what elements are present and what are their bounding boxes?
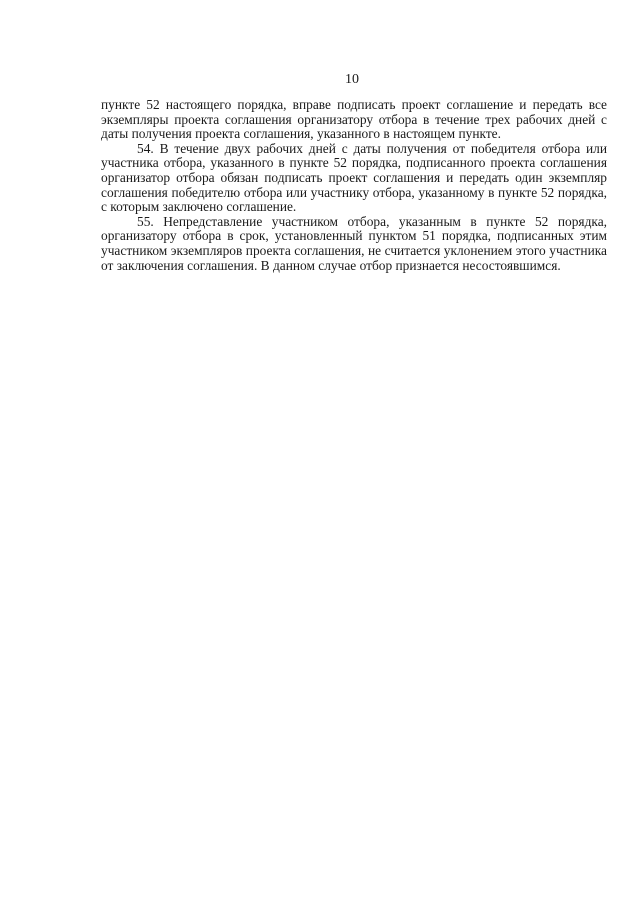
document-body: [101, 98, 607, 273]
paragraph-item-55: 55. Непредставление участником отбора, указанным в пункте 52 порядка, организатору отбора в срок, установленный пунктом 51 порядка, подписанных этим участником экземпляров проекта соглашения, не считается уклонением этого участника от заключения соглашения. В данном случае отбор признается несостоявшимся.: [101, 213, 607, 273]
page-number: 10: [345, 72, 359, 87]
paragraph-continuation: пункте 52 настоящего порядка, вправе подписать проект соглашение и передать все экземпляры проекта соглашения организатору отбора в течение трех рабочих дней с даты получения проекта соглашения, указанного в настоящем пункте.: [101, 97, 607, 142]
paragraph-item-54: 54. В течение двух рабочих дней с даты получения от победителя отбора или участника отбора, указанного в пункте 52 порядка, подписанного проекта соглашения организатор отбора обязан подписать проект соглашения и передать один экземпляр соглашения победителю отбора или участнику отбора, указанному в пункте 52 порядка, с которым заключено соглашение.: [101, 140, 607, 215]
